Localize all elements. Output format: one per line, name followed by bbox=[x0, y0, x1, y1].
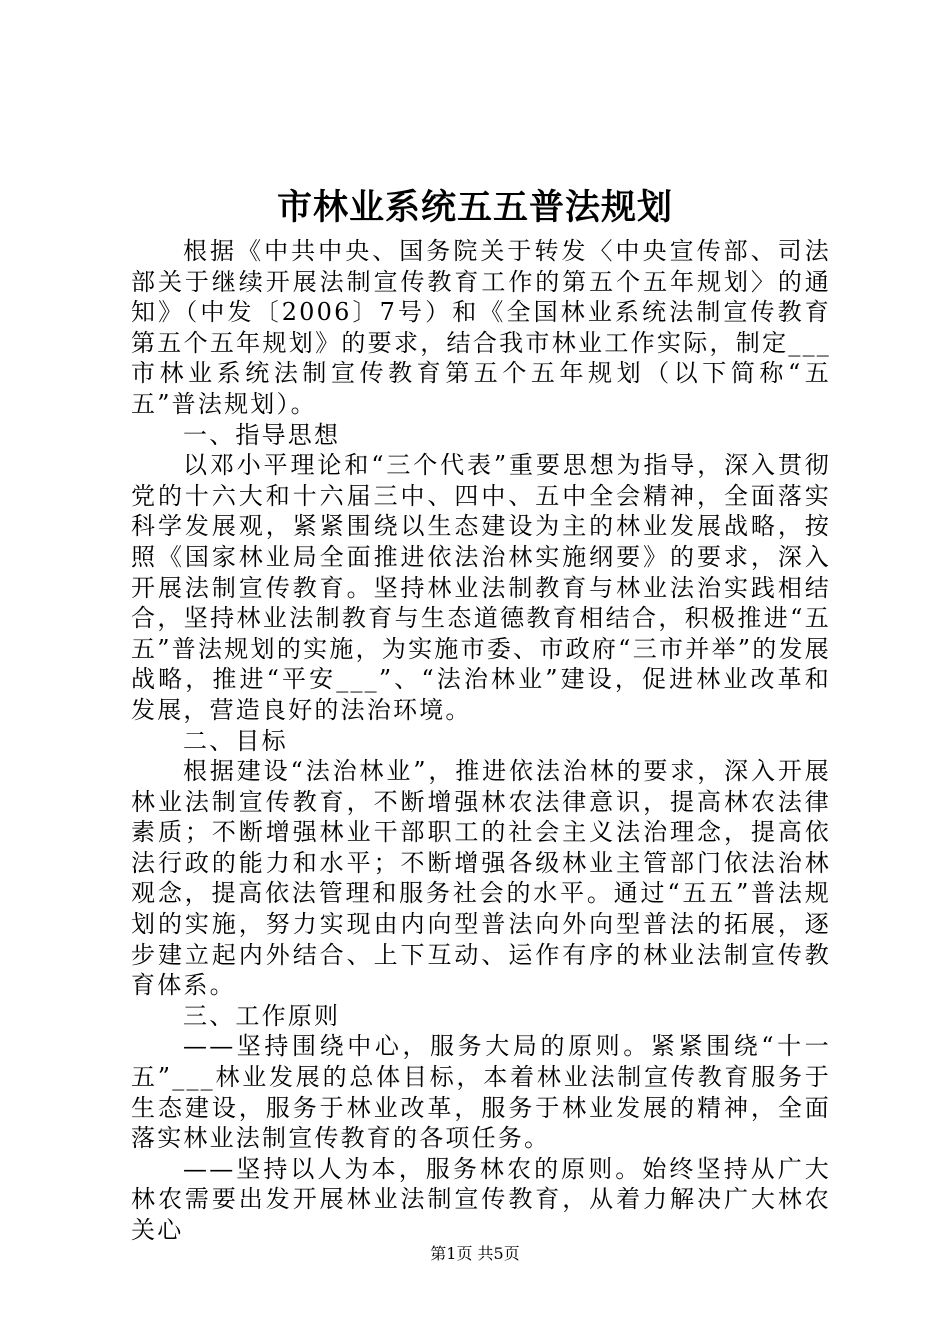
page-number-footer: 第1页 共5页 bbox=[430, 1244, 520, 1263]
paragraph-guiding-ideology: 以邓小平理论和“三个代表”重要思想为指导，深入贯彻党的十六大和十六届三中、四中、五中全会精神，全面落实科学发展观，紧紧围绕以生态建设为主的林业发展战略，按照《国家林业局全面推进依法治林实施纲要》的要求，深入开展法制宣传教育。坚持林业法制教育与林业法治实践相结合，坚持林业法制教育与生态道德教育相结合，积极推进“五五”普法规划的实施，为实施市委、市政府“三市并举”的发展战略，推进“平安___”、“法治林业”建设，促进林业改革和发展，营造良好的法治环境。 bbox=[131, 451, 831, 724]
paragraph-principle-2: ——坚持以人为本，服务林农的原则。始终坚持从广大林农需要出发开展林业法制宣传教育，从着力解决广大林农关心 bbox=[131, 1154, 831, 1244]
heading-work-principles: 三、工作原则 bbox=[183, 1001, 341, 1030]
paragraph-intro: 根据《中共中央、国务院关于转发〈中央宣传部、司法部关于继续开展法制宣传教育工作的第五个五年规划〉的通知》（中发〔2006〕7号）和《全国林业系统法制宣传教育第五个五年规划》的要求，结合我市林业工作实际，制定___市林业系统法制宣传教育第五个五年规划（以下简称“五五”普法规划）。 bbox=[131, 237, 831, 418]
paragraph-principle-1: ——坚持围绕中心，服务大局的原则。紧紧围绕“十一五”___林业发展的总体目标，本着林业法制宣传教育服务于生态建设，服务于林业改革，服务于林业发展的精神，全面落实林业法制宣传教育的各项任务。 bbox=[131, 1032, 831, 1153]
document-body bbox=[131, 236, 831, 1246]
heading-goals: 二、目标 bbox=[183, 726, 288, 755]
heading-guiding-ideology: 一、指导思想 bbox=[183, 420, 341, 449]
paragraph-goals: 根据建设“法治林业”，推进依法治林的要求，深入开展林业法制宣传教育，不断增强林农法律意识，提高林农法律素质；不断增强林业干部职工的社会主义法治理念，提高依法行政的能力和水平；不断增强各级林业主管部门依法治林观念，提高依法管理和服务社会的水平。通过“五五”普法规划的实施，努力实现由内向型普法向外向型普法的拓展，逐步建立起内外结合、上下互动、运作有序的林业法制宣传教育体系。 bbox=[131, 757, 831, 1000]
document-title: 市林业系统五五普法规划 bbox=[276, 187, 673, 228]
